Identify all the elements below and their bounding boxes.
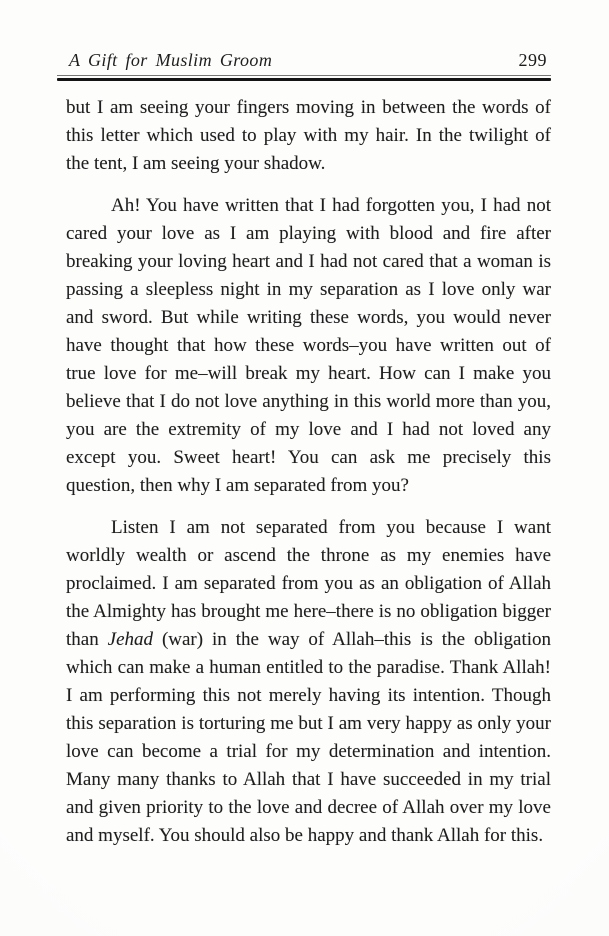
running-title: A Gift for Muslim Groom (69, 50, 273, 70)
header-rule-thick-line (57, 78, 551, 81)
page-header (57, 50, 551, 70)
header-rule (57, 75, 551, 81)
page-number: 299 (518, 50, 547, 70)
body-paragraph (66, 514, 551, 850)
header-rule-thin-line (57, 75, 551, 76)
italic-term: Jehad (107, 629, 154, 650)
body-paragraph (66, 192, 551, 500)
paragraph-text: (war) in the way of Allah–this is the obligation which can make a human entitled to the paradise. Thank Allah! I am performing this not merely having its intention. Though this separation is torturing me but I am very happy as only your love can become a trial for my determination and intention. Many many thanks to Allah that I have succeeded in my trial and given priority to the love and decree of Allah over my love and myself. You should also be happy and thank Allah for this. (66, 629, 551, 846)
paragraph-text: Ah! You have written that I had forgotten you, I had not cared your love as I am playing with blood and fire after breaking your loving heart and I had not cared that a woman is passing a sleepless night in my separation as I love only war and sword. But while writing these words, you would never have thought that how these words–you have written out of true love for me–will break my heart. How can I make you believe that I do not love anything in this world more than you, you are the extremity of my love and I had not loved any except you. Sweet heart! You can ask me precisely this question, then why I am separated from you? (66, 195, 551, 496)
paragraph-text: but I am seeing your fingers moving in between the words of this letter which used to play with my hair. In the twilight of the tent, I am seeing your shadow. (66, 97, 551, 174)
page-body-text (57, 94, 551, 850)
paragraph-text: Listen I am not separated from you because I want worldly wealth or ascend the throne as my enemies have proclaimed. I am separated from you as an obligation of Allah the Almighty has brought me here–there is no obligation bigger than (66, 517, 551, 650)
body-paragraph-continuation (66, 94, 551, 178)
